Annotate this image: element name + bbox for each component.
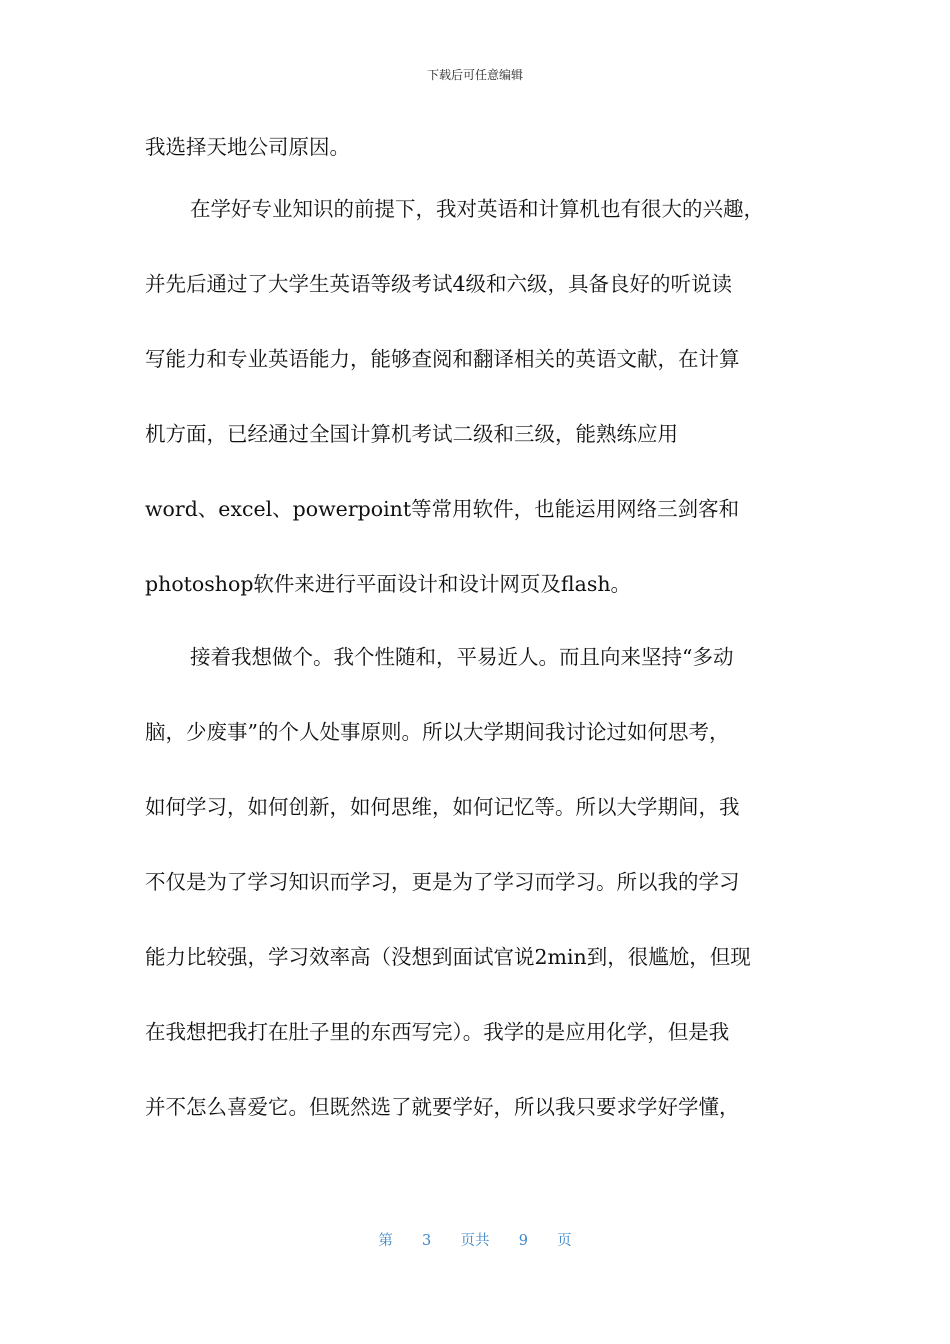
text-line: 不仅是为了学习知识而学习，更是为了学习而学习。所以我的学习 bbox=[145, 870, 740, 894]
text-line: 我选择天地公司原因。 bbox=[145, 135, 350, 159]
text-line: 并不怎么喜爱它。但既然选了就要学好，所以我只要求学好学懂， bbox=[145, 1095, 740, 1119]
text-line: 并先后通过了大学生英语等级考试4级和六级，具备良好的听说读 bbox=[145, 272, 733, 296]
text-line: 脑，少废事”的个人处事原则。所以大学期间我讨论过如何思考， bbox=[145, 720, 730, 744]
text-line: 写能力和专业英语能力，能够查阅和翻译相关的英语文献，在计算 bbox=[145, 347, 740, 371]
text-line: 接着我想做个。我个性随和，平易近人。而且向来坚持“多动 bbox=[190, 645, 734, 669]
page-footer bbox=[0, 1229, 950, 1250]
text-line: 在学好专业知识的前提下，我对英语和计算机也有很大的兴趣， bbox=[190, 197, 764, 221]
text-line: word、excel、powerpoint等常用软件，也能运用网络三剑客和 bbox=[145, 497, 740, 521]
text-line: photoshop软件来进行平面设计和设计网页及flash。 bbox=[145, 572, 632, 596]
total-page-count: 9 bbox=[518, 1233, 528, 1249]
current-page-number: 3 bbox=[422, 1233, 432, 1249]
footer-suffix: 页 bbox=[557, 1233, 572, 1249]
page-header: 下载后可任意编辑 bbox=[426, 68, 523, 82]
text-line: 能力比较强，学习效率高（没想到面试官说2min到，很尴尬，但现 bbox=[145, 945, 751, 969]
text-line: 如何学习，如何创新，如何思维，如何记忆等。所以大学期间，我 bbox=[145, 795, 740, 819]
footer-prefix: 第 bbox=[378, 1233, 393, 1249]
text-line: 机方面，已经通过全国计算机考试二级和三级，能熟练应用 bbox=[145, 422, 678, 446]
text-line: 在我想把我打在肚子里的东西写完）。我学的是应用化学，但是我 bbox=[145, 1020, 730, 1044]
footer-middle: 页共 bbox=[460, 1233, 490, 1249]
